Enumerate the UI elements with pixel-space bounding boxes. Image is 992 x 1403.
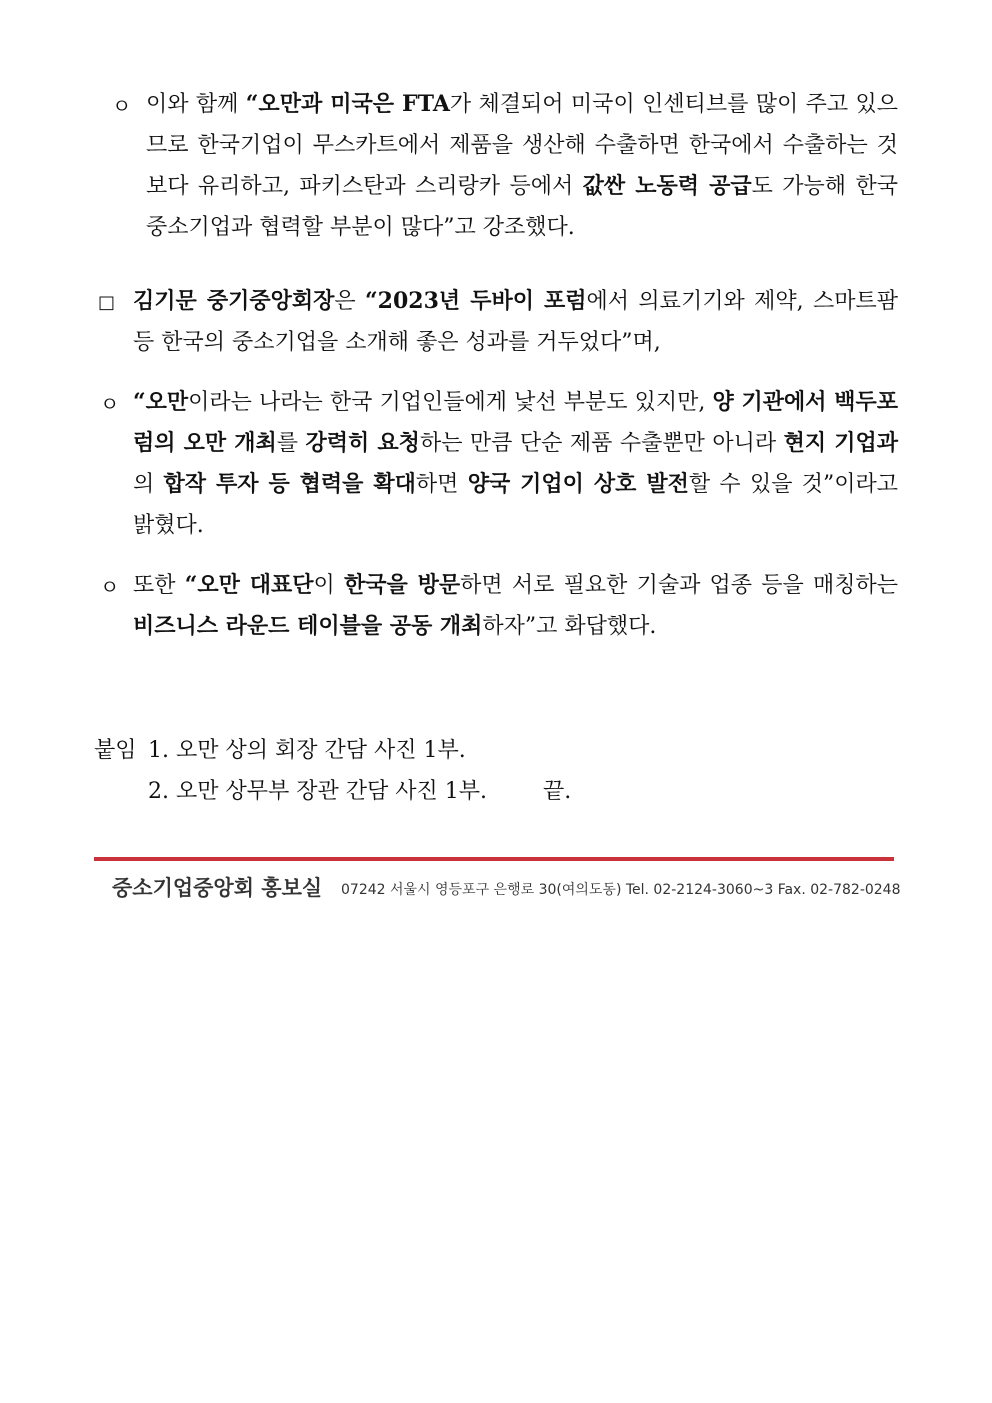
text-segment-bold: 비즈니스 라운드 테이블을 공동 개최 bbox=[133, 613, 483, 639]
footer-organization: 중소기업중앙회 홍보실 bbox=[112, 876, 323, 900]
text-segment: 또한 bbox=[133, 573, 185, 598]
text-segment-bold: 김기문 중기중앙회장 bbox=[133, 288, 335, 314]
text-segment: 이와 함께 bbox=[146, 92, 246, 117]
attachment-item-2: 2. 오만 상무부 장관 간담 사진 1부. bbox=[148, 779, 487, 804]
text-segment-bold: “오만과 미국은 FTA bbox=[245, 91, 450, 117]
attachment-label: 붙임 bbox=[94, 738, 137, 763]
text-segment-bold: “2023년 두바이 포럼 bbox=[365, 288, 587, 314]
attachment-item-1: 1. 오만 상의 회장 간담 사진 1부. bbox=[148, 738, 466, 763]
footer-contact: 07242 서울시 영등포구 은행로 30(여의도동) Tel. 02-2124-3060~3 Fax. 02-782-0248 bbox=[341, 882, 901, 898]
text-segment-bold: 강력히 요청 bbox=[305, 430, 420, 456]
text-segment: 은 bbox=[334, 289, 365, 314]
paragraph-bullet: ㅇ bbox=[100, 392, 120, 416]
body-paragraph-2 bbox=[133, 281, 905, 363]
text-segment: 하는 만큼 단순 제품 수출뿐만 아니라 bbox=[419, 431, 784, 456]
text-segment: 이라는 나라는 한국 기업인들에게 낯선 부분도 있지만, bbox=[188, 390, 713, 415]
body-paragraph-3 bbox=[133, 382, 905, 546]
text-segment: 를 bbox=[276, 431, 306, 456]
body-paragraph-1 bbox=[146, 84, 905, 248]
text-segment-bold: “오만 bbox=[133, 389, 189, 415]
footer-divider bbox=[94, 857, 894, 861]
text-segment-bold: 값싼 노동력 공급 bbox=[582, 173, 752, 199]
text-segment: 하자”고 화답했다. bbox=[482, 614, 657, 639]
end-mark: 끝. bbox=[543, 779, 572, 804]
text-segment-bold: “오만 대표단 bbox=[184, 572, 314, 598]
text-segment-bold: 합작 투자 등 협력을 확대 bbox=[163, 471, 416, 497]
text-segment: 가 체결되어 미국이 인센티브를 많이 주고 있으므로 한국기업이 무스카트에서 제품을 생산해 수출하면 한국에서 수출하는 것보다 유리하고, 파키스탄과 스리랑카 등에서 bbox=[146, 92, 898, 199]
paragraph-bullet: ㅇ bbox=[112, 94, 132, 118]
paragraph-bullet: ㅇ bbox=[100, 575, 120, 599]
text-segment-bold: 현지 기업과 bbox=[783, 430, 898, 456]
text-segment: 하면 bbox=[415, 472, 468, 497]
text-segment: 이 bbox=[313, 573, 345, 598]
text-segment-bold: 한국을 방문 bbox=[344, 572, 461, 598]
body-paragraph-4 bbox=[133, 565, 906, 647]
text-segment-bold: 양 기관에서 백두포럼의 오만 개최 bbox=[133, 389, 898, 456]
text-segment: 도 가능해 한국 중소기업과 협력할 부분이 많다”고 강조했다. bbox=[146, 174, 905, 240]
text-segment: 하면 서로 필요한 기술과 업종 등을 매칭하는 bbox=[460, 573, 906, 598]
paragraph-bullet: □ bbox=[98, 292, 116, 313]
text-segment: 할 수 있을 것”이라고 밝혔다. bbox=[133, 472, 905, 538]
text-segment: 에서 의료기기와 제약, 스마트팜 등 한국의 중소기업을 소개해 좋은 성과를 거두었다”며, bbox=[133, 289, 905, 355]
text-segment-bold: 양국 기업이 상호 발전 bbox=[467, 471, 689, 497]
text-segment: 의 bbox=[133, 472, 164, 497]
